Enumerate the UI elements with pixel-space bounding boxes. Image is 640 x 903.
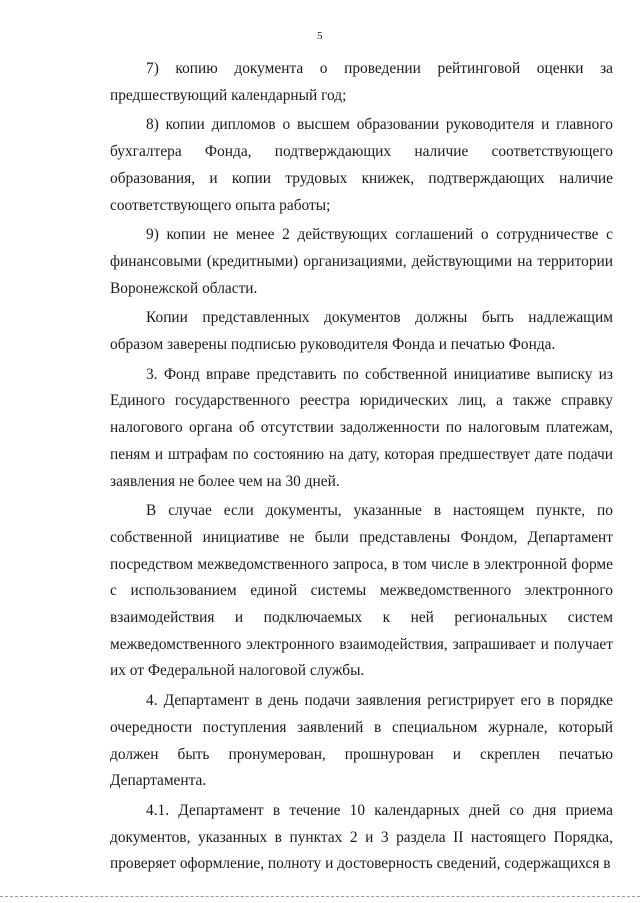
page-bottom-edge [0, 896, 640, 897]
paragraph-item-9: 9) копии не менее 2 действующих соглашений о сотрудничестве с финансовыми (кредитными) организациями, действующими на территории Воронежской области. [110, 226, 613, 297]
paragraph-section-4: 4. Департамент в день подачи заявления регистрирует его в порядке очередности поступления заявлений в специальном журнале, который должен быть пронумерован, прошнурован и скреплен печатью Департамента. [110, 692, 613, 790]
paragraph-item-7: 7) копию документа о проведении рейтинговой оценки за предшествующий календарный год; [110, 60, 613, 104]
document-body [110, 56, 613, 881]
paragraph-section-3: 3. Фонд вправе представить по собственной инициативе выписку из Единого государственного реестра юридических лиц, а также справку налогового органа об отсутствии задолженности по налоговым платежам, пеням и штрафам по состоянию на дату, которая предшествует дате подачи заявления не более чем на 30 дней. [110, 365, 613, 490]
paragraph-interagency-request: В случае если документы, указанные в настоящем пункте, по собственной инициативе не были представлены Фондом, Департамент посредством межведомственного запроса, в том числе в электронной форме с использованием единой системы межведомственного электронного взаимодействия и подключаемых к ней региональных систем межведомственного электронного взаимодействия, запрашивает и получает их от Федеральной налоговой службы. [110, 502, 613, 680]
paragraph-copies-certification: Копии представленных документов должны быть надлежащим образом заверены подписью руководителя Фонда и печатью Фонда. [110, 309, 613, 354]
paragraph-section-4-1: 4.1. Департамент в течение 10 календарных дней со дня приема документов, указанных в пунктах 2 и 3 раздела II настоящего Порядка, проверяет оформление, полноту и достоверность сведений, содержащихся в [110, 801, 613, 873]
page-number: 5 [317, 30, 323, 42]
paragraph-item-8: 8) копии дипломов о высшем образовании руководителя и главного бухгалтера Фонда, подтверждающих наличие соответствующего образования, и копии трудовых книжек, подтверждающих наличие соответствующего опыта работы; [110, 116, 613, 214]
